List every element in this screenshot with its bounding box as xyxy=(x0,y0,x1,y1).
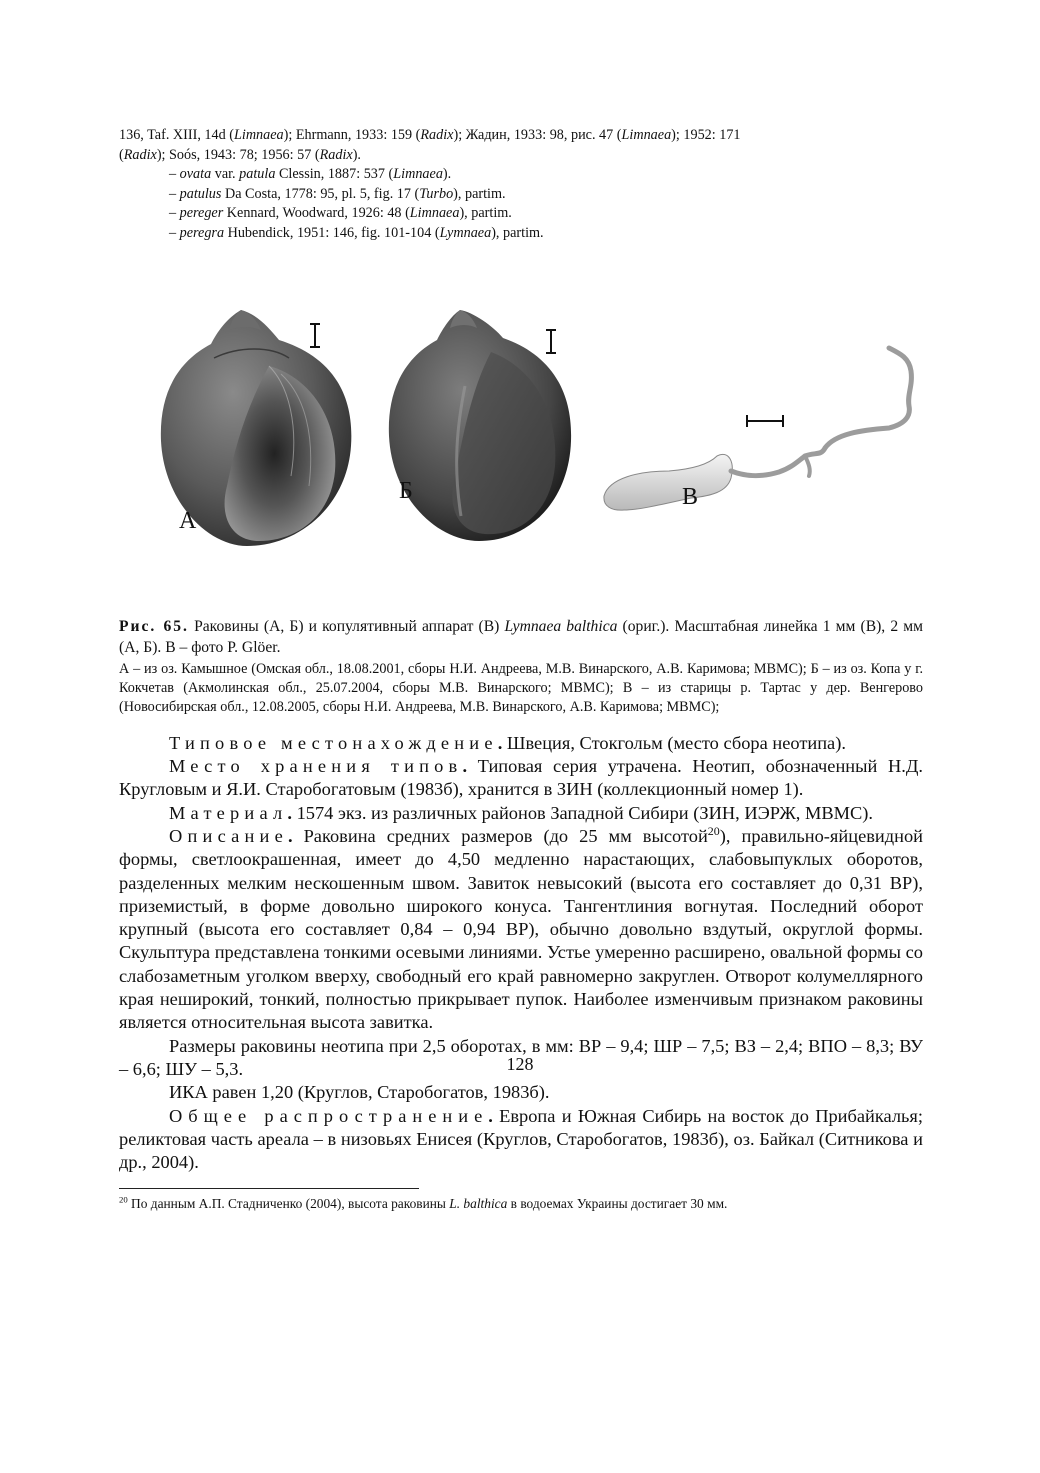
paragraph-description: Описание. Раковина средних размеров (до 25 мм высотой$^{20}$), правильно-яйцевидной формы, светлоокрашенная, имеет до 4,50 медленно нарастающих, слабовыпуклых оборотов, разделенных мелким нескошенным швом. Завиток невысокий (высота его составляет до 0,31 ВР), приземистый, в форме довольно широкого конуса. Тангентлиния вогнутая. Последний оборот крупный (высота его составляет 0,84 – 0,94 ВР), обычно довольно вздутый, округлой формы. Скульптура представлена тонкими осевыми линиями. Устье умеренно расширено, овальной формы со слабозаметным уголком вверху, свободный его край равномерно закруглен. Отворот колумеллярного края неширокий, тонкий, полностью прикрывает пупок. Наиболее изменчивым признаком раковины является относительная высота завитка. xyxy=(119,823,923,1033)
copulatory-apparatus-image xyxy=(604,348,911,510)
synonymy-item: – pereger Kennard, Woodward, 1926: 48 (Limnaea), partim. xyxy=(169,205,512,222)
figure-label-a: А xyxy=(179,507,197,534)
synonymy-item: – ovata var. patula Clessin, 1887: 537 (Limnaea). xyxy=(169,166,452,183)
footnote: $^{20}$ По данным А.П. Стадниченко (2004), высота раковины L. balthica в водоемах Украины достигает 30 мм. xyxy=(119,1194,728,1212)
scale-bar-a-icon xyxy=(310,324,320,347)
paragraph-type-depository: Место хранения типов. Типовая серия утрачена. Неотип, обозначенный Н.Д. Кругловым и Я.И. Старобогатовым (1983б), хранится в ЗИН (коллекционный номер 1). xyxy=(119,756,923,800)
shell-b-image xyxy=(389,310,571,541)
paragraph-type-locality: Типовое местонахождение. Швеция, Стокгольм (место сбора неотипа). xyxy=(169,732,846,753)
footnote-divider xyxy=(119,1188,419,1189)
body-text xyxy=(119,732,923,1175)
synonymy-block xyxy=(119,126,923,244)
synonymy-line: 136, Taf. XIII, 14d (Limnaea); Ehrmann, 1933: 159 (Radix); Жадин, 1933: 98, рис. 47 (Limnaea); 1952: 171 xyxy=(119,127,741,143)
paragraph-distribution: Общее распространение. Европа и Южная Сибирь на восток до Прибайкалья; реликтовая часть ареала – в низовьях Енисея (Круглов, Старобогатов, 1983б), оз. Байкал (Ситникова и др., 2004). xyxy=(119,1105,923,1173)
scale-bar-c-icon xyxy=(747,415,783,427)
paragraph-measurements: Размеры раковины неотипа при 2,5 оборотах, в мм: ВР – 9,4; ШР – 7,5; ВЗ – 2,4; ВПО – 8,3; ВУ – 6,6; ШУ – 5,3. xyxy=(119,1035,923,1079)
scale-bar-b-icon xyxy=(546,330,556,353)
synonymy-item: – peregra Hubendick, 1951: 146, fig. 101-104 (Lymnaea), partim. xyxy=(169,224,544,241)
page-number: 128 xyxy=(506,1054,534,1074)
figure-caption: Рис. 65. Раковины (А, Б) и копулятивный аппарат (В) Lymnaea balthica (ориг.). Масштабная линейка 1 мм (В), 2 мм (А, Б). В – фото P. Glöer. xyxy=(119,617,923,656)
paragraph-ika: ИКА равен 1,20 (Круглов, Старобогатов, 1983б). xyxy=(169,1082,550,1103)
synonymy-line: (Radix); Soós, 1943: 78; 1956: 57 (Radix). xyxy=(119,146,361,163)
footnote-ref: 20 xyxy=(707,823,720,838)
figure-illustration xyxy=(119,266,923,616)
page-content xyxy=(119,126,923,1213)
figure-label-b: Б xyxy=(399,477,413,504)
figure-65 xyxy=(119,266,923,616)
figure-localities: А – из оз. Камышное (Омская обл., 18.08.2001, сборы Н.И. Андреева, М.В. Винарского, А.В. Каримова; МВМС); Б – из оз. Копа у г. Кокчетав (Акмолинская обл., 25.07.2004, сборы М.В. Винарского; МВМС); В – из старицы р. Тартас у дер. Венгерово (Новосибирская обл., 12.08.2005, сборы Н.И. Андреева, М.В. Винарского, А.В. Каримова; МВМС); xyxy=(119,660,923,716)
figure-label-c: В xyxy=(682,483,699,510)
synonymy-item: – patulus Da Costa, 1778: 95, pl. 5, fig. 17 (Turbo), partim. xyxy=(169,185,506,202)
paragraph-material: Материал. 1574 экз. из различных районов Западной Сибири (ЗИН, ИЭРЖ, МВМС). xyxy=(169,802,873,823)
